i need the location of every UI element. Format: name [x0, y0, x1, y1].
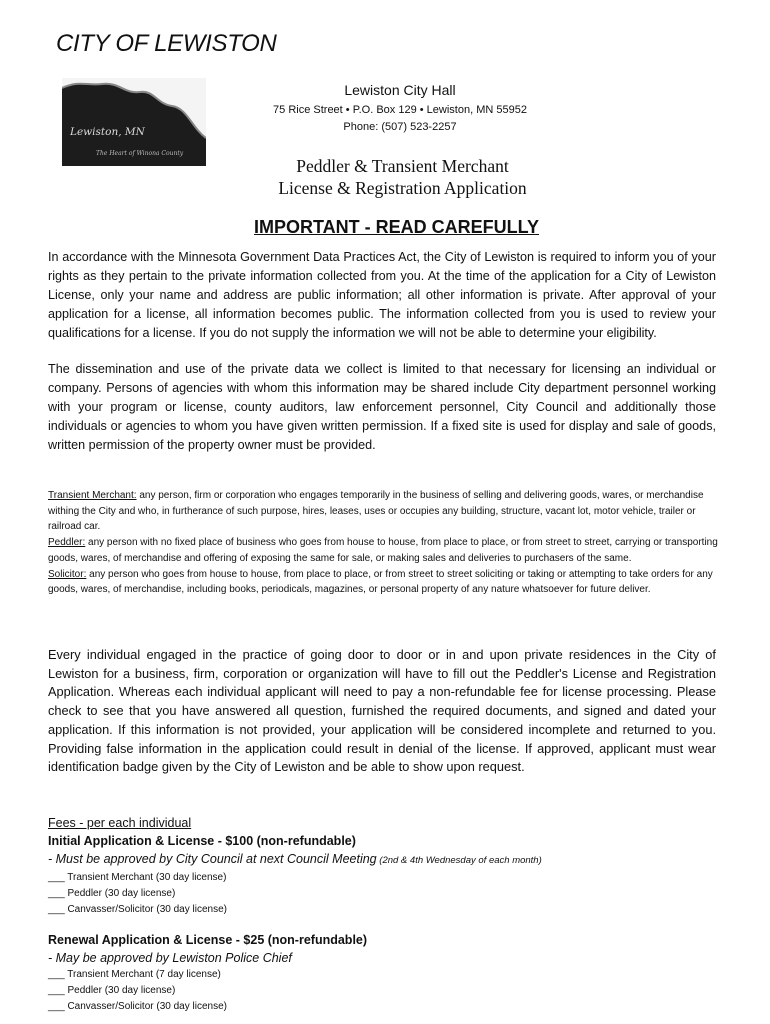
definition-text: any person who goes from house to house, from place to place, or from street to street soliciting or taking or attempting to take orders for any goods, wares, of merchandise, including books, periodicals, magazines, or personal property of any nature whatsoever for future deliver. [48, 568, 713, 596]
initial-approval-note: (2nd & 4th Wednesday of each month) [376, 855, 542, 866]
hall-name: Lewiston City Hall [344, 82, 456, 98]
definitions [48, 488, 718, 598]
fees-heading: Fees - per each individual [48, 816, 192, 830]
city-title: CITY OF LEWISTON [56, 30, 277, 57]
initial-option-transient[interactable]: ___ Transient Merchant (30 day license) [48, 872, 227, 883]
form-title-line2: License & Registration Application [278, 178, 527, 198]
important-heading: IMPORTANT - READ CAREFULLY [254, 217, 539, 237]
fees-section [48, 814, 728, 1015]
definition-text: any person with no fixed place of business who goes from house to house, from place to place, or from street to street, carrying or transporting goods, wares, of merchandise and offering of exposing the same for sale, or making sales and deliveries to purchasers of the same. [48, 537, 718, 564]
renewal-option-solicitor[interactable]: ___ Canvasser/Solicitor (30 day license) [48, 1001, 227, 1012]
dissemination-paragraph: The dissemination and use of the private data we collect is limited to that necessary for licensing an individual or company. Persons of agencies with whom this information may be shared include City department personnel working with your program or license, county auditors, law enforcement personnel, City Council and additionally those individuals or agencies to whom you have given written permission. If a fixed site is used for display and sale of goods, written permission of the property owner must be provided. [48, 362, 716, 452]
renewal-approval: - May be approved by Lewiston Police Chief [48, 951, 292, 965]
logo-subtext: The Heart of Winona County [96, 150, 184, 157]
definition-text: any person, firm or corporation who engages temporarily in the business of selling and delivering goods, wares, or merchandise withing the City and who, in furtherance of such purpose, hires, leases, uses or occupies any building, structure, vacant lot, motor vehicle, trailer or railroad car. [48, 490, 704, 533]
privacy-paragraph: In accordance with the Minnesota Government Data Practices Act, the City of Lewiston is required to inform you of your rights as they pertain to the private information collected from you. At the time of the application for a City of Lewiston License, only your name and address are public information; all other information is private. After approval of your application for a license, all information becomes public. The information collected from you is used to review your qualifications for a license. If you do not supply the information we will not be able to determine your eligibility. [48, 250, 716, 340]
initial-option-solicitor[interactable]: ___ Canvasser/Solicitor (30 day license) [48, 904, 227, 915]
definition-peddler [48, 535, 718, 566]
initial-fee-title: Initial Application & License - $100 (non-refundable) [48, 834, 356, 848]
hall-phone: Phone: (507) 523-2257 [343, 121, 457, 133]
spacer [48, 918, 728, 931]
renewal-option-transient[interactable]: ___ Transient Merchant (7 day license) [48, 969, 221, 980]
form-title-line1: Peddler & Transient Merchant [296, 156, 509, 176]
renewal-fee-title: Renewal Application & License - $25 (non-refundable) [48, 933, 368, 947]
definition-term: Transient Merchant: [48, 490, 137, 501]
definition-transient-merchant [48, 488, 718, 535]
initial-approval [48, 850, 728, 870]
logo-text: Lewiston, MN [70, 126, 145, 138]
definition-term: Peddler: [48, 537, 86, 549]
definition-term: Solicitor: [48, 568, 87, 580]
definition-solicitor [48, 567, 718, 598]
hall-address: 75 Rice Street • P.O. Box 129 • Lewiston, MN 55952 [273, 104, 527, 116]
initial-option-peddler[interactable]: ___ Peddler (30 day license) [48, 888, 176, 899]
instructions-paragraph: Every individual engaged in the practice of going door to door or in and upon private residences in the City of Lewiston for a business, firm, corporation or organization will have to fill out the Peddler's License and Registration Application. Whereas each individual applicant will need to pay a non-refundable fee for license processing. Please check to see that you have answered all question, furnished the required documents, and signed and dated your application. If this information is not provided, your application will be considered incomplete and returned to you. Providing false information in the application could result in denial of the license. If approved, applicant must wear identification badge given by the City of Lewiston and be able to show upon request. [48, 647, 716, 775]
city-logo [62, 78, 206, 166]
initial-approval-text: - Must be approved by City Council at next Council Meeting [48, 852, 377, 866]
renewal-option-peddler[interactable]: ___ Peddler (30 day license) [48, 985, 176, 996]
